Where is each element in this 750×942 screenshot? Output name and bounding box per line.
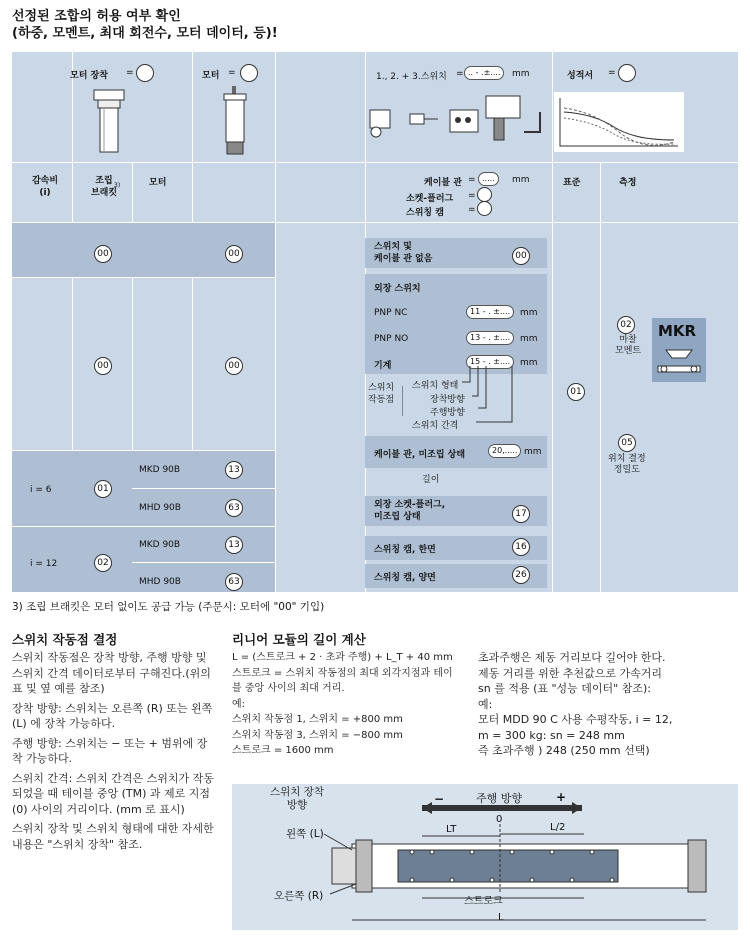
motor-header: 모터: [149, 178, 167, 188]
cable-duct-label: 케이블 관: [424, 178, 462, 188]
report-option[interactable]: [618, 64, 636, 82]
motor-option[interactable]: [240, 64, 258, 82]
motor-image: [218, 86, 254, 156]
motor-label: 모터: [202, 71, 220, 81]
diag-mount-dir: 스위치 장착 방향: [270, 786, 325, 811]
length-label: 길이: [422, 475, 440, 485]
friction-moment-label: 마찰 모멘트: [615, 335, 642, 356]
cam-option[interactable]: [477, 201, 492, 216]
pnp-nc-option[interactable]: 11 - . ±....: [466, 305, 514, 319]
switch-gap-label: 스위치 간격: [412, 421, 459, 431]
motor-mount-label: 모터 장착: [70, 71, 108, 81]
title-line-2: (하중, 모멘트, 최대 회전수, 모터 데이터, 등)!: [12, 26, 278, 41]
selection-table: 모터 장착 = 모터 = 1., 2. + 3.스위치 = .. - .±.... mm 성적서 = 감속비 (i) 조립 브래킷 3) 모터 케이블 관 = ..... mm 소켓-플러그 = 스위칭 캠 = 표준 측정 00 00 00 00 i = 6 01 MKD 90B 13 MHD 90B 63 i = 12 02 MKD 90B 13 MHD 90B 63 스위치 및 케이블 관 없음 00 외장 스위치 PNP NC 11 - . ±.... mm PNP NO 13 - . ±.... mm 기계 15 - . ±.... mm 스위치 작동점 스위치 형태 장착방향 주행방향 스위치 간격 케이블 관, 미조립 상태 20,..... mm 길이 외장 소켓-플러그, 미조립 상태 17 스위칭 캠, 한면 16 스위칭 캠, 양면 26 01 02 마찰 모멘트 MKR 05 위치 결정 정밀도: [12, 52, 738, 592]
switch-type-label: 스위치 형태: [412, 381, 459, 391]
diag-l: L: [498, 912, 504, 923]
no-switch-label: 스위치 및 케이블 관 없음: [374, 242, 433, 264]
ext-socket-label: 외장 소켓-플러그, 미조립 상태: [374, 500, 446, 522]
bracket-code-00a[interactable]: 00: [94, 245, 112, 263]
sec1-body: 스위치 작동점은 장착 방향, 주행 방향 및 스위치 간격 데이터로부터 구해진다.(위의 표 및 옆 예를 참조) 장착 방향: 스위치는 오른쪽 (R) 또는 왼쪽 (L) 에 장착 가능하다. 주행 방향: 스위치는 − 또는 + 범위에 장착 가능하다. 스위치 간격: 스위치 간격은 스위치가 작동되었을 때 테이블 중앙 (TM) 과 제로 지점 (0) 사이의 거리이다. (mm 로 표시) 스위치 장착 및 스위치 형태에 대한 자세한 내용은 "스위치 장착" 참조.: [12, 651, 214, 851]
bracket-code-02[interactable]: 02: [94, 554, 112, 572]
measure-code-05[interactable]: 05: [618, 434, 636, 452]
cable-duct-option[interactable]: .....: [478, 172, 499, 186]
cam-one-code[interactable]: 16: [512, 538, 530, 556]
report-label: 성적서: [567, 71, 594, 81]
switch-point-leaders: [402, 366, 532, 430]
motor-code-13a[interactable]: 13: [225, 461, 243, 479]
standard-header: 표준: [563, 178, 581, 188]
switch-images: [364, 92, 544, 152]
diag-travel: 주행 방향: [476, 792, 523, 805]
switch-label: 1., 2. + 3.스위치: [376, 72, 447, 82]
mech-option[interactable]: 15 - . ±....: [466, 355, 514, 369]
ratio-i12: i = 12: [30, 559, 58, 569]
motor-code-13b[interactable]: 13: [225, 536, 243, 554]
switch-point-label: 스위치 작동점: [368, 383, 395, 405]
cam-two-code[interactable]: 26: [512, 566, 530, 584]
mkr-box: [652, 318, 706, 382]
title-line-1: 선정된 조합의 허용 여부 확인: [12, 9, 181, 24]
diag-lt: LT: [446, 824, 457, 835]
switch-option[interactable]: .. - .±....: [464, 66, 504, 80]
ratio-i6: i = 6: [30, 485, 52, 495]
motor-code-63a[interactable]: 63: [225, 499, 243, 517]
sec3-body: 초과주행은 제동 거리보다 길어야 한다. 제동 거리를 위한 추천값으로 가속거리 sn 를 적용 (표 "성능 데이터" 참조): 예: 모터 MDD 90 C 사용 수평작동, i = 12, m = 300 kg: sn = 248 mm 즉 초과주행 ) 248 (250 mm 선택): [478, 651, 673, 757]
socket-option[interactable]: [477, 187, 492, 202]
sec2-body: L = (스트로크 + 2 · 초과 주행) + L_T + 40 mm 스트로크 = 스위치 작동점의 최대 외각지점과 테이블 중앙 사이의 최대 거리. 예: 스위치 작동점 1, 스위치 = +800 mm 스위치 작동점 3, 스위치 = −800 mm 스트로크 = 1600 mm: [232, 652, 453, 756]
no-switch-code[interactable]: 00: [512, 247, 530, 265]
mkr-image: [656, 346, 702, 378]
sec2-title: 리니어 모듈의 길이 계산: [232, 632, 366, 647]
ext-socket-code[interactable]: 17: [512, 505, 530, 523]
socket-label: 소켓-플러그: [406, 194, 454, 204]
stroke-diagram: 스위치 장착 방향 − 주행 방향 + 0 LT L/2 왼쪽 (L) 오른쪽 (R) 스트로크 L: [232, 784, 738, 930]
report-graph: [554, 92, 684, 152]
measure-header: 측정: [619, 178, 637, 188]
motor-mount-option[interactable]: [136, 64, 154, 82]
pnp-no-label: PNP NO: [374, 334, 409, 344]
cable-state-option[interactable]: 20,.....: [488, 444, 521, 458]
ext-switch-label: 외장 스위치: [374, 284, 421, 294]
mech-label: 기계: [374, 361, 392, 371]
mount-dir-label: 장착방향: [430, 395, 465, 405]
diag-left: 왼쪽 (L): [286, 828, 324, 840]
bracket-code-01[interactable]: 01: [94, 480, 112, 498]
motor-mhd-1: MHD 90B: [139, 503, 181, 513]
sec1-title: 스위치 작동점 결정: [12, 632, 118, 647]
cam-two-label: 스위칭 캠, 양면: [374, 573, 436, 583]
position-accuracy-label: 위치 결정 정밀도: [608, 454, 646, 475]
pnp-nc-label: PNP NC: [374, 308, 408, 318]
motor-code-00a[interactable]: 00: [225, 245, 243, 263]
diag-right: 오른쪽 (R): [274, 890, 324, 902]
motor-mkd-2: MKD 90B: [139, 540, 181, 550]
motor-code-00b[interactable]: 00: [225, 357, 243, 375]
travel-dir-label: 주행방향: [430, 408, 465, 418]
diag-stroke: 스트로크: [464, 896, 503, 907]
cam-one-label: 스위칭 캠, 한면: [374, 545, 436, 555]
pnp-no-option[interactable]: 13 - . ±....: [466, 331, 514, 345]
motor-mhd-2: MHD 90B: [139, 577, 181, 587]
cam-label: 스위칭 캠: [406, 208, 444, 218]
standard-code[interactable]: 01: [567, 383, 585, 401]
cable-state-label: 케이블 관, 미조립 상태: [374, 450, 466, 460]
motor-mount-image: [90, 86, 130, 154]
bracket-code-00b[interactable]: 00: [94, 357, 112, 375]
mkr-label: MKR: [658, 322, 697, 340]
measure-code-02[interactable]: 02: [617, 316, 635, 334]
motor-mkd-1: MKD 90B: [139, 465, 181, 475]
motor-code-63b[interactable]: 63: [225, 573, 243, 591]
footnote: 3) 조립 브래킷은 모터 없이도 공급 가능 (주문시: 모터에 "00" 기입): [12, 601, 325, 613]
diag-l2: L/2: [550, 822, 566, 833]
gear-ratio-header: 감속비 (i): [31, 176, 59, 198]
diagram-drawing: [232, 784, 738, 930]
bracket-header: 조립 브래킷: [90, 176, 118, 198]
